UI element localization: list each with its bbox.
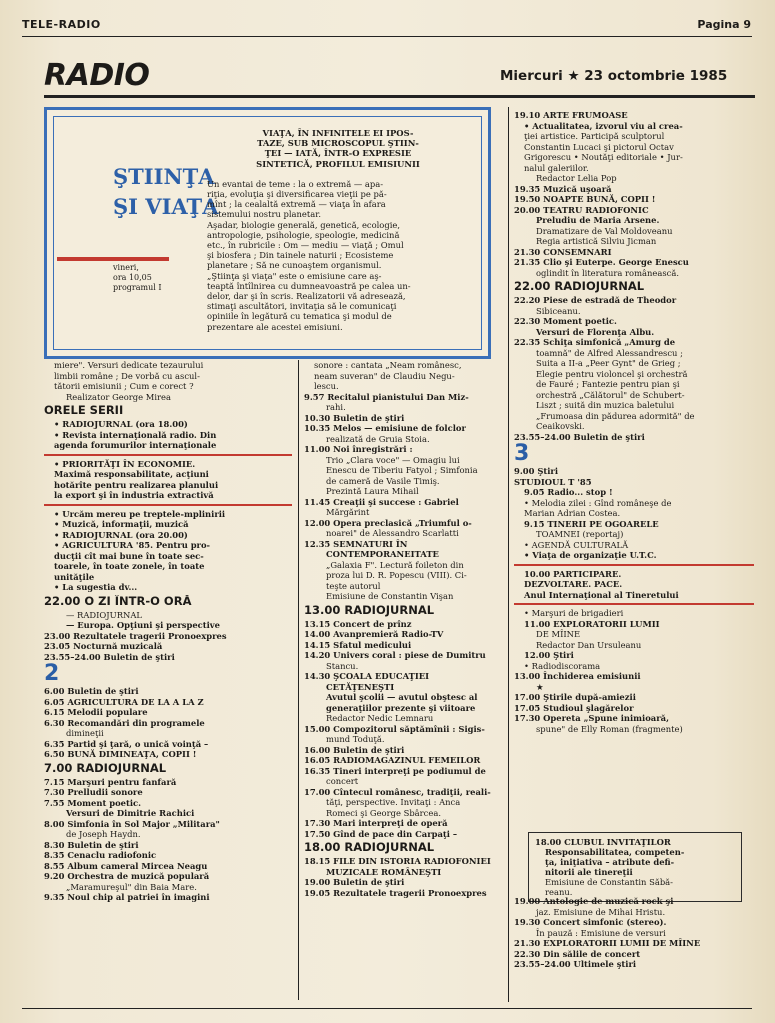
- col1-line: Versuri de Dimitrie Rachici: [66, 808, 195, 818]
- schedule-column-1: [44, 360, 292, 903]
- col3-line: • Viaţa de organizaţie U.T.C.: [524, 550, 657, 560]
- col2-line: CETĂŢENEŞTI: [326, 681, 395, 692]
- col3-line: • Melodia zilei : Gînd româneşe de: [524, 497, 672, 508]
- col1-line: tătorii emisiunii ; Cum e corect ?: [54, 381, 194, 391]
- col2-line: Stancu.: [326, 660, 359, 671]
- club-box-line: Responsabilitatea, competen-: [545, 847, 685, 857]
- col2-line: Redactor Nedic Lemnaru: [326, 713, 434, 723]
- col2-line: 14.20 Univers coral : piese de Dumitru: [304, 650, 486, 660]
- col2-line: 11.45 Creaţii şi succese : Gabriel: [304, 496, 459, 507]
- col3-line: toamnă" de Alfred Alessandrescu ;: [536, 347, 683, 358]
- club-box-line: ţa, iniţiativa – atribute defi-: [545, 857, 675, 867]
- col3-line: „Frumoasa din pădurea adormită" de: [536, 410, 695, 421]
- col1-line: de Joseph Haydn.: [66, 829, 141, 839]
- feature-box: [44, 107, 491, 359]
- col2-line: 11.00 Noi înregistrări :: [304, 444, 413, 454]
- col3-line: 19.50 NOAPTE BUNĂ, COPII !: [514, 194, 656, 204]
- col3-line: 22.30 Moment poetic.: [514, 316, 617, 326]
- col1-line: agenda forumurilor internaţionale: [54, 440, 217, 450]
- col3-line: 21.30 CONSEMNARI: [514, 246, 612, 257]
- col2-line: teşte autorul: [326, 580, 381, 591]
- col3-line: 9.15 TINERII PE OGOARELE: [524, 518, 659, 529]
- col2-line: concert: [326, 776, 359, 786]
- col1-line: Maximă responsabilitate, acţiuni: [54, 469, 209, 479]
- col1-line: 23.00 Rezultatele tragerii Pronoexpres: [44, 630, 227, 641]
- col3-line: Dramatizare de Val Moldoveanu: [536, 225, 673, 236]
- col1-line: 7.00 RADIOJURNAL: [44, 761, 167, 775]
- col1-line: 23.05 Nocturnă muzicală: [44, 641, 163, 651]
- col1-line: 6.35 Partid şi ţară, o unică voinţă –: [44, 738, 209, 749]
- feature-text-line: teaptă întîlnirea cu dumneavoastră pe calea un-: [207, 280, 411, 291]
- red-divider: [44, 454, 292, 456]
- col2-line: Mărgărint: [326, 507, 370, 517]
- col1-line: 7.15 Marşuri pentru fanfară: [44, 776, 177, 787]
- feature-text: [207, 179, 469, 332]
- col3end-line: 23.55–24.00 Ultimele ştiri: [514, 959, 637, 969]
- col1-line: ORELE SERII: [44, 404, 124, 417]
- col1-line: ducţii cît mai bune în toate sec-: [54, 550, 204, 561]
- footer-rule: [22, 1008, 752, 1009]
- col1-line: • Muzică, informaţii, muzică: [54, 519, 189, 529]
- col1-line: 9.20 Orchestra de muzică populară: [44, 871, 210, 881]
- col3-line: 11.00 EXPLORATORII LUMII: [524, 618, 660, 629]
- col3-line: Sibiceanu.: [536, 305, 581, 316]
- col2-line: 19.05 Rezultatele tragerii Pronoexpres: [304, 887, 487, 898]
- col1-line: 23.55–24.00 Buletin de ştiri: [44, 651, 175, 662]
- feature-time: ora 10,05: [113, 273, 152, 282]
- col2-line: Emisiune de Constantin Vişan: [326, 591, 454, 601]
- col3end-line: jaz. Emisiune de Mihai Hristu.: [536, 906, 666, 917]
- col3-line: • Actualitatea, izvorul viu al crea-: [524, 120, 683, 131]
- col2-line: 14.15 Sfatul medicului: [304, 639, 412, 650]
- col3end-line: 19.00 Antologie de muzică rock şi: [514, 896, 674, 906]
- col3end-line: În pauză : Emisiune de versuri: [536, 927, 666, 938]
- col2-line: 17.50 Gînd de pace din Carpaţi –: [304, 828, 458, 839]
- col1-line: miere". Versuri dedicate tezaurului: [54, 360, 204, 370]
- col2-line: 10.35 Melos — emisiune de folclor: [304, 423, 466, 433]
- feature-headline-line: VIAŢA, ÎN INFINITELE EI IPOS-: [262, 128, 414, 138]
- col2-line: Trio „Clara voce" — Omagiu lui: [326, 454, 460, 465]
- col3-line: • Marşuri de brigadieri: [524, 608, 624, 618]
- col3-line: Preludiu de Maria Arsene.: [536, 215, 660, 225]
- feature-headline-line: TAZE, SUB MICROSCOPUL ŞTIIN-: [257, 138, 419, 149]
- col3-line: 19.35 Muzică uşoară: [514, 183, 612, 194]
- feature-text-line: Aşadar, biologie generală, genetică, ecologie,: [207, 219, 401, 230]
- red-divider: [514, 564, 754, 566]
- col3-line: 21.35 Clio şi Euterpe. George Enescu: [514, 257, 689, 267]
- col3-line: 22.20 Piese de estradă de Theodor: [514, 295, 677, 305]
- col3end-line: 19.30 Concert simfonic (stereo).: [514, 917, 667, 927]
- col1-line: — RADIOJURNAL: [66, 609, 142, 620]
- col1-line: • Urcăm mereu pe treptele-mplinirii: [54, 508, 226, 519]
- col3-line: STUDIOUL T '85: [514, 476, 592, 487]
- col1-line: unităţile: [54, 571, 95, 582]
- schedule-column-3-end: [514, 896, 754, 970]
- feature-title-line1: ŞTIINŢA: [113, 164, 215, 189]
- col2-line: realizată de Gruia Stoia.: [326, 433, 430, 444]
- col2-line: 14.30 ŞCOALA EDUCAŢIEI: [304, 671, 430, 681]
- feature-spacer: [207, 169, 469, 179]
- col2-line: 12.35 SEMNATURI ÎN: [304, 538, 408, 549]
- col3-line: 22.00 RADIOJURNAL: [514, 280, 645, 293]
- feature-text-line: „Ştiinţa şi viaţa" este o emisiune care aş-: [207, 270, 382, 281]
- col3-line: spune" de Elly Roman (fragmente): [536, 723, 683, 734]
- feature-text-line: antropologie, psihologie, speologie, medicină: [207, 229, 400, 240]
- col3-line: 9.00 Ştiri: [514, 466, 559, 476]
- col3-line: DE MÎINE: [536, 629, 581, 639]
- col2-line: tăţi, perspective. Invitaţi : Anca: [326, 797, 461, 807]
- feature-headline: [207, 128, 469, 169]
- col3-line: Anul Internaţional al Tineretului: [524, 589, 679, 600]
- club-invitatilor-box: [528, 832, 742, 902]
- feature-text-line: stimaţi ascultători, invitaţia să le comunicaţi: [207, 301, 397, 312]
- col3end-line: 22.30 Din sălile de concert: [514, 948, 641, 959]
- col3-line: 17.00 Ştirile după-amiezii: [514, 692, 636, 702]
- header-rule: [22, 36, 752, 37]
- col2-line: neam suveran" de Claudiu Negu-: [314, 370, 455, 381]
- col3-line: 17.05 Studioul şlagărelor: [514, 702, 634, 713]
- col3-line: Marian Adrian Costea.: [524, 508, 621, 518]
- col1-line: 2: [44, 662, 60, 686]
- col3-line: Constantin Lucaci şi pictorul Octav: [524, 141, 674, 152]
- feature-headline-line: ŢEI — IATĂ, ÎNTR-O EXPRESIE: [264, 148, 412, 159]
- col1-line: limbii române ; De vorbă cu ascul-: [54, 370, 200, 381]
- col2-line: „Galaxia F". Lectură foileton din: [326, 559, 464, 570]
- col2-line: lescu.: [314, 381, 339, 391]
- col3-line: 13.00 Închiderea emisiunii: [514, 671, 641, 681]
- col2-line: noarei" de Alessandro Scarlatti: [326, 528, 459, 538]
- col1-line: hotărîte pentru realizarea planului: [54, 479, 219, 490]
- col3-line: • Radiodiscorama: [524, 660, 601, 671]
- col1-line: 8.55 Album cameral Mircea Neagu: [44, 860, 208, 871]
- col1-line: dimineţii: [66, 728, 104, 738]
- col3-line: oglindit în literatura românească.: [536, 267, 680, 278]
- col2-line: 13.00 RADIOJURNAL: [304, 603, 435, 617]
- col1-line: • PRIORITĂŢI ÎN ECONOMIE.: [54, 458, 196, 469]
- feature-text-line: prezentare ale acestei emisiuni.: [207, 321, 343, 332]
- col1-line: — Europa. Opţiuni şi perspective: [66, 620, 221, 630]
- col1-line: 6.15 Melodii populare: [44, 707, 148, 717]
- col1-line: 22.00 O ZI ÎNTR-O ORĂ: [44, 594, 192, 608]
- col1-line: • RADIOJURNAL (ora 18.00): [54, 419, 188, 429]
- col1-line: 8.30 Buletin de ştiri: [44, 839, 139, 850]
- feature-headline-line: SINTETICĂ, PROFILUL EMISIUNII: [256, 158, 420, 169]
- col1-line: • AGRICULTURA '85. Pentru pro-: [54, 540, 211, 550]
- col3end-line: 21.30 EXPLORATORII LUMII DE MÎINE: [514, 938, 701, 948]
- col1-line: 6.30 Recomandări din programele: [44, 717, 205, 728]
- page-title: RADIO: [44, 58, 150, 93]
- col2-line: 16.35 Tineri interpreţi pe podiumul de: [304, 765, 486, 776]
- red-divider: [514, 603, 754, 605]
- col2-line: generaţiilor prezente şi viitoare: [326, 702, 476, 713]
- page-date: Miercuri ★ 23 octombrie 1985: [500, 68, 728, 84]
- club-box-line: reanu.: [545, 887, 573, 897]
- col2-line: 18.00 RADIOJURNAL: [304, 841, 435, 854]
- col2-line: 12.00 Opera preclasică „Triumful o-: [304, 517, 472, 528]
- col2-line: 17.00 Cîntecul românesc, tradiţii, reali-: [304, 786, 491, 797]
- col3-line: ★: [536, 681, 544, 692]
- col3-line: nalul galeriilor.: [524, 162, 589, 173]
- col1-line: 6.50 BUNĂ DIMINEAŢA, COPII !: [44, 749, 197, 759]
- col1-line: 9.35 Noul chip al patriei în imagini: [44, 892, 210, 902]
- col3-line: Grigorescu • Noutăţi editoriale • Jur-: [524, 152, 683, 162]
- col3-line: Ceaikovski.: [536, 421, 585, 431]
- col3-line: Redactor Dan Ursuleanu: [536, 639, 642, 650]
- col2-line: proza lui D. R. Popescu (VIII). Ci-: [326, 570, 467, 580]
- feature-day: vineri,: [113, 263, 139, 272]
- col1-line: la export şi în industria extractivă: [54, 490, 214, 500]
- page-number: Pagina 9: [697, 18, 751, 31]
- col3-line: TOAMNEI (reportaj): [536, 529, 624, 539]
- col3-line: Liszt ; suită din muzica baletului: [536, 400, 675, 410]
- col3-line: • AGENDĂ CULTURALĂ: [524, 539, 629, 550]
- col3-line: 22.35 Schiţa simfonică „Amurg de: [514, 337, 676, 347]
- feature-text-line: riţia, evoluţia şi diversificarea vieţii pe pă-: [207, 189, 387, 200]
- col3-line: Versuri de Florenţa Albu.: [536, 326, 655, 337]
- col2-line: de cameră de Vasile Timiş.: [326, 475, 440, 486]
- col3-line: 17.30 Opereta „Spune inimioară,: [514, 713, 669, 723]
- col2-line: CONTEMPORANEITATE: [326, 549, 439, 559]
- feature-text-line: sistemului nostru planetar.: [207, 209, 321, 220]
- feature-body: [207, 128, 469, 332]
- feature-red-bar: [57, 257, 169, 261]
- col2-line: 16.00 Buletin de ştiri: [304, 744, 405, 755]
- col3-line: 3: [514, 442, 530, 466]
- col2-line: MUZICALE ROMÂNEŞTI: [326, 866, 442, 877]
- col1-line: • RADIOJURNAL (ora 20.00): [54, 529, 188, 540]
- col3-line: 9.05 Radio... stop !: [524, 487, 613, 497]
- feature-text-line: şi biosfera ; Din tainele naturii ; Ecosisteme: [207, 250, 394, 261]
- col2-line: 15.00 Compozitorul săptămînii : Sigis-: [304, 723, 485, 734]
- col1-line: 6.00 Buletin de ştiri: [44, 686, 139, 696]
- col2-line: Avutul şcolii — avutul obştesc al: [326, 692, 478, 702]
- col3-line: 23.55–24.00 Buletin de ştiri: [514, 431, 645, 442]
- column-divider-2: [508, 107, 509, 1002]
- col2-line: Romeci şi George Sbârcea.: [326, 807, 441, 818]
- club-box-line: nitorii ale tinereţii: [545, 867, 633, 877]
- col1-line: Realizator George Mirea: [66, 391, 171, 402]
- feature-text-line: delor, dar şi în scris. Realizatorii vă adresează,: [207, 291, 406, 302]
- col2-line: 9.57 Recitalul pianistului Dan Miz-: [304, 391, 469, 402]
- feature-text-line: etc., în rubricile : Om — mediu — viaţă ; Omul: [207, 240, 404, 251]
- feature-title: [113, 162, 218, 222]
- col3-line: Redactor Lelia Pop: [536, 173, 617, 183]
- col2-line: 10.30 Buletin de ştiri: [304, 412, 405, 423]
- col3-line: DEZVOLTARE. PACE.: [524, 579, 623, 589]
- col1-line: • Revista internaţională radio. Din: [54, 429, 217, 440]
- schedule-column-3: [514, 110, 754, 734]
- col3-line: 12.00 Ştiri: [524, 650, 574, 660]
- feature-text-line: Un evantai de teme : la o extremă — apa-: [207, 178, 384, 189]
- col2-line: mund Toduţă.: [326, 734, 385, 744]
- col2-line: Enescu de Tiberiu Fatyol ; Simfonia: [326, 465, 478, 475]
- col2-line: 16.05 RADIOMAGAZINUL FEMEILOR: [304, 755, 481, 765]
- col2-line: sonore : cantata „Neam românesc,: [314, 360, 462, 370]
- col2-line: Prezintă Laura Mihail: [326, 486, 419, 496]
- section-header: TELE-RADIO: [22, 18, 101, 31]
- col2-line: 18.15 FILE DIN ISTORIA RADIOFONIEI: [304, 856, 491, 866]
- col3-line: ţiei artistice. Participă sculptorul: [524, 131, 665, 141]
- feature-schedule-info: [113, 263, 161, 293]
- col1-line: 7.55 Moment poetic.: [44, 797, 142, 808]
- red-divider: [44, 504, 292, 506]
- col3-line: 10.00 PARTICIPARE.: [524, 568, 622, 579]
- feature-program: programul I: [113, 283, 162, 292]
- feature-text-line: opiniile în legătură cu tematica şi modul de: [207, 311, 392, 322]
- col1-line: 8.35 Cenaclu radiofonic: [44, 850, 157, 860]
- col3-line: 19.10 ARTE FRUMOASE: [514, 110, 628, 120]
- column-divider-1: [298, 360, 299, 1000]
- col3-line: de Fauré ; Fantezie pentru pian şi: [536, 379, 680, 389]
- col3-line: orchestră „Călătorul" de Schubert-: [536, 389, 685, 400]
- col3-line: 20.00 TEATRU RADIOFONIC: [514, 204, 649, 215]
- club-box-line: 18.00 CLUBUL INVITAŢILOR: [535, 837, 671, 847]
- col2-line: 19.00 Buletin de ştiri: [304, 877, 405, 887]
- col2-line: 14.00 Avanpremieră Radio-TV: [304, 629, 444, 639]
- col3-line: Regia artistică Silviu Jicman: [536, 236, 657, 246]
- feature-text-line: planetare ; Să ne cunoaştem organismul.: [207, 260, 382, 271]
- col1-line: toarele, în toate zonele, în toate: [54, 561, 205, 571]
- schedule-column-2: [304, 360, 504, 898]
- col1-line: 8.00 Simfonia în Sol Major „Militara": [44, 818, 220, 829]
- col1-line: • La sugestia dv...: [54, 582, 138, 592]
- col2-line: rahi.: [326, 402, 346, 412]
- col2-line: 13.15 Concert de prînz: [304, 618, 412, 629]
- feature-text-line: mînt ; la cealaltă extremă — viaţa în afara: [207, 199, 386, 210]
- feature-title-line2: ŞI VIAŢA: [113, 194, 219, 219]
- club-box-line: Emisiune de Constantin Săbă-: [545, 877, 674, 887]
- col3-line: Suita a II-a „Peer Gynt" de Grieg ;: [536, 358, 681, 368]
- col1-line: 6.05 AGRICULTURA DE LA A LA Z: [44, 696, 204, 707]
- title-rule: [44, 95, 755, 98]
- col1-line: 7.30 Prelludii sonore: [44, 787, 143, 797]
- col3-line: Elegie pentru violoncel şi orchestră: [536, 368, 688, 379]
- col2-line: 17.30 Mari interpreţi de operă: [304, 818, 448, 828]
- col1-line: „Maramureşul" din Baia Mare.: [66, 881, 197, 892]
